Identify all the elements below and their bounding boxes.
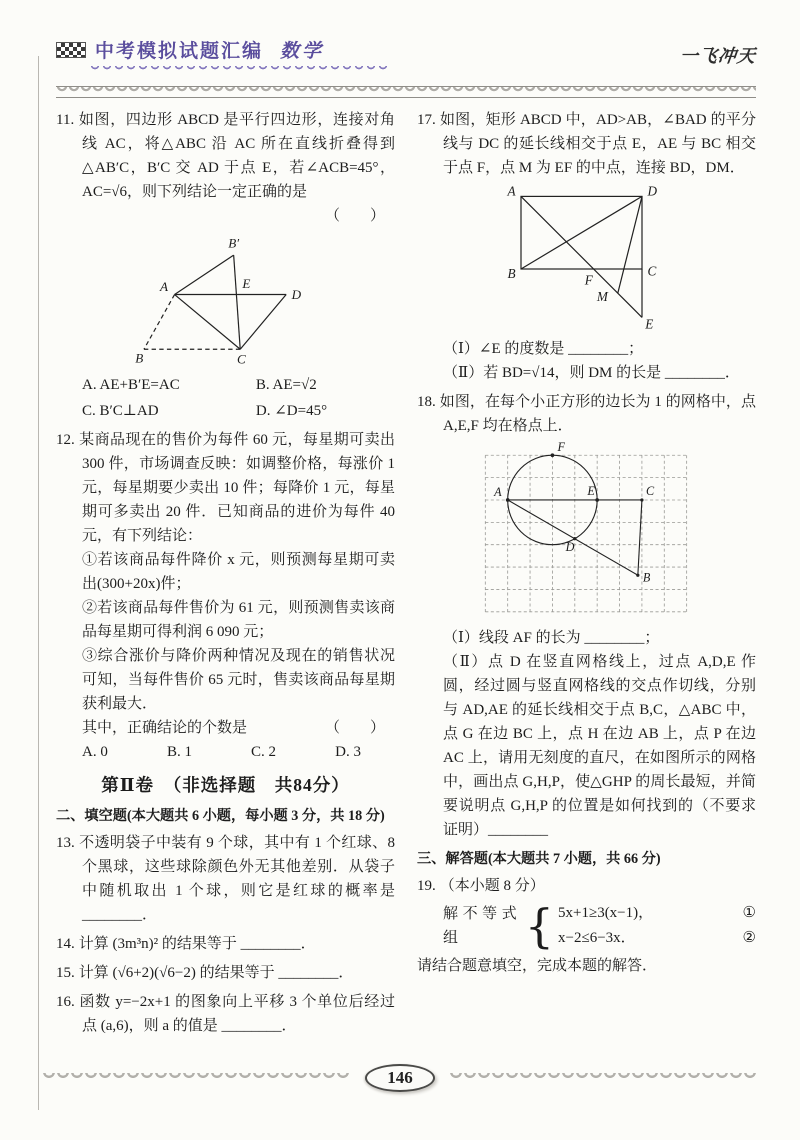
question-11-answer-bracket: （ ） — [324, 208, 385, 224]
question-19-title — [417, 874, 756, 898]
q12-statement-1: ①若该商品每件降价 x 元，则预测每星期可卖出(300+20x)件； — [82, 552, 395, 592]
page-number-badge: 146 — [365, 1064, 435, 1092]
question-18-body: 如图，在每个小正方形的边长为 1 的网格中，点 A,E,F 均在格点上． — [439, 394, 756, 434]
q19-inequality-1 — [558, 901, 756, 926]
right-column — [417, 108, 756, 1043]
question-11-body: 如图，四边形 ABCD 是平行四边形，连接对角线 AC，将△ABC 沿 AC 所在直线折叠得到△AB′C，B′C 交 AD 于点 E，若∠ACB=45°，AC=√6，则下列结论一定正确的是 — [78, 112, 395, 200]
question-17-body: 如图，矩形 ABCD 中，AD>AB，∠BAD 的平分线与 DC 的延长线相交于点 E，AE 与 BC 相交于点 F，点 M 为 EF 的中点，连接 BD，DM． — [439, 112, 756, 176]
q18-point-label-e: E — [586, 483, 595, 498]
answer-section-header: 三、解答题(本大题共 7 小题，共 66 分) — [417, 851, 661, 867]
question-15-body: 计算 (√6+2)(√6−2) 的结果等于 ________． — [78, 965, 354, 981]
q17-part-2: （Ⅱ）若 BD=√14，则 DM 的长是 ________． — [443, 365, 740, 381]
question-19-number: 19. — [417, 878, 436, 894]
question-16-body: 函数 y=−2x+1 的图象向上平移 3 个单位后经过点 (a,6)，则 a 的值是 ________． — [78, 994, 395, 1034]
q18-point-label-b: B — [642, 570, 650, 585]
q18-figure-labels — [493, 441, 655, 584]
q19-inequality-1-expr: 5x+1≥3(x−1)， — [558, 905, 654, 921]
question-11-figure — [56, 231, 395, 369]
question-17-figure — [417, 183, 756, 333]
decorative-wave-underline — [90, 66, 390, 71]
question-13-body: 不透明袋子中装有 9 个球，其中有 1 个红球、8 个黑球，这些球除颜色外无其他差别．从袋子中随机取出 1 个球，则它是红球的概率是 ________． — [78, 835, 395, 923]
page-header — [56, 36, 756, 98]
q18-point-label-c: C — [645, 483, 654, 498]
q17-point-label-b: B — [506, 265, 515, 281]
q17-point-label-d: D — [647, 183, 657, 199]
question-13-text — [56, 831, 395, 927]
question-13-number: 13. — [56, 835, 75, 851]
question-18-number: 18. — [417, 394, 436, 410]
q17-point-label-f: F — [584, 272, 593, 288]
q17-point-label-e: E — [644, 316, 653, 332]
decorative-header-band — [56, 86, 756, 98]
q11-figure-labels — [135, 235, 301, 366]
q11-option-a: A. AE+B′E=AC — [82, 377, 180, 393]
question-12-options — [56, 740, 395, 764]
question-17-text — [417, 108, 756, 180]
q17-rectangle-figure — [499, 183, 675, 333]
question-19-subtitle: （本小题 8 分） — [439, 878, 545, 894]
checkered-flag-icon — [56, 42, 86, 58]
question-12 — [56, 428, 395, 764]
q17-point-label-c: C — [647, 263, 656, 279]
question-19 — [417, 874, 756, 978]
question-12-text — [56, 428, 395, 548]
question-17-number: 17. — [417, 112, 436, 128]
q19-note: 请结合题意填空，完成本题的解答． — [417, 958, 658, 974]
question-16-text — [56, 990, 395, 1038]
q12-option-a: A. 0 — [82, 744, 108, 760]
q12-option-b: B. 1 — [166, 744, 192, 760]
q18-part-1: （Ⅰ）线段 AF 的长为 ________； — [443, 630, 660, 646]
q19-inequality-2-expr: x−2≤6−3x． — [558, 930, 636, 946]
q11-point-label-c: C — [236, 351, 246, 367]
question-11 — [56, 108, 395, 423]
q11-option-c: C. B′C⊥AD — [82, 403, 159, 419]
question-12-body: 某商品现在的售价为每件 60 元，每星期可卖出 300 件，市场调查反映：如调整价格，每涨价 1 元，每星期要少卖出 10 件；每降价 1 元，每星期可多卖出 20 件．已知商品的进价为每件 40 元，有下列结论： — [78, 432, 395, 544]
q11-figure-lines — [143, 255, 285, 349]
q11-point-label-d: D — [291, 286, 301, 302]
q11-point-label-e: E — [241, 275, 250, 291]
question-18-figure — [417, 441, 756, 622]
question-11-options — [56, 373, 395, 423]
question-16-number: 16. — [56, 994, 75, 1010]
q12-answer-bracket: （ ） — [324, 720, 385, 736]
brand-logo-text: 一飞冲天 — [678, 46, 757, 66]
footer-decoration-right — [449, 1073, 758, 1084]
q12-statement-2: ②若该商品每件售价为 61 元，则预测售卖该商品每星期可得利润 6 090 元； — [82, 600, 395, 640]
question-18 — [417, 390, 756, 842]
question-11-number: 11. — [56, 112, 75, 128]
q18-point-label-a: A — [493, 484, 502, 499]
question-11-text — [56, 108, 395, 204]
page-edge-line — [38, 56, 39, 1110]
question-16 — [56, 990, 395, 1038]
question-14 — [56, 932, 395, 956]
q11-parallelogram-figure — [133, 231, 319, 369]
q18-point-label-d: D — [565, 539, 574, 554]
q12-option-c: C. 2 — [251, 744, 277, 760]
q19-inequality-2 — [558, 926, 756, 951]
left-column — [56, 108, 395, 1043]
header-title-row — [56, 36, 390, 63]
q11-point-label-a: A — [159, 279, 168, 295]
q12-tail-text: 其中，正确结论的个数是 — [82, 720, 248, 736]
header-top — [56, 36, 756, 79]
question-13 — [56, 831, 395, 927]
q19-inequality-1-tag: ① — [742, 905, 756, 921]
q19-inequality-2-tag: ② — [742, 930, 756, 946]
section-2-title: 第Ⅱ卷 （非选择题 共84分） — [101, 775, 350, 795]
content-columns — [56, 108, 756, 1043]
q19-lead-text: 解不等式组 — [443, 906, 517, 946]
question-15 — [56, 961, 395, 985]
header-left — [56, 36, 390, 79]
q12-tail-line — [56, 716, 395, 740]
q17-figure-lines — [521, 196, 642, 317]
question-12-number: 12. — [56, 432, 75, 448]
system-brace: { — [524, 899, 554, 953]
question-14-body: 计算 (3m³n)² 的结果等于 ________． — [78, 936, 316, 952]
q19-inequality-system — [417, 900, 756, 952]
q17-part-1: （Ⅰ）∠E 的度数是 ________； — [443, 341, 644, 357]
q18-part-2: （Ⅱ）点 D 在竖直网格线上，过点 A,D,E 作圆，经过圆与竖直网格线的交点作切线，分别与 AD,AE 的延长线相交于点 B,C，△ABC 中，点 G 在边 BC 上，点 H 在边 AB 上，点 P 在边 AC 上，请用无刻度的直尺，在如图所示的网格中，画出点 G,H,P，使△GHP 的周长最短，并简要说明点 G,H,P 的位置是如何找到的（不要求证明）________ — [443, 654, 756, 838]
page-footer — [42, 1064, 758, 1092]
q18-grid-lines — [485, 455, 686, 612]
q12-statement-3: ③综合涨价与降价两种情况及现在的销售状况可知，当每件售价 65 元时，售卖该商品每星期获利最大． — [82, 648, 395, 712]
q17-point-label-a: A — [506, 183, 515, 199]
q11-option-d: D. ∠D=45° — [255, 403, 328, 419]
question-14-text — [56, 932, 395, 956]
question-17 — [417, 108, 756, 385]
fill-in-section-header: 二、填空题(本大题共 6 小题，每小题 3 分，共 18 分) — [56, 808, 385, 824]
q11-option-b: B. AE=√2 — [255, 377, 317, 393]
q12-option-d: D. 3 — [335, 744, 361, 760]
q17-point-label-m: M — [596, 288, 608, 304]
q19-inequalities — [558, 901, 756, 951]
q11-point-label-b-prime: B′ — [227, 235, 239, 251]
q11-point-label-b: B — [134, 350, 143, 366]
question-15-number: 15. — [56, 965, 75, 981]
question-15-text — [56, 961, 395, 985]
question-14-number: 14. — [56, 936, 75, 952]
question-18-text — [417, 390, 756, 438]
subject-label: 数学 — [280, 41, 325, 62]
booklet-title: 中考模拟试题汇编 — [95, 41, 264, 62]
footer-decoration-left — [42, 1073, 351, 1084]
q18-grid-figure — [473, 441, 701, 622]
q18-point-label-f: F — [557, 441, 565, 455]
